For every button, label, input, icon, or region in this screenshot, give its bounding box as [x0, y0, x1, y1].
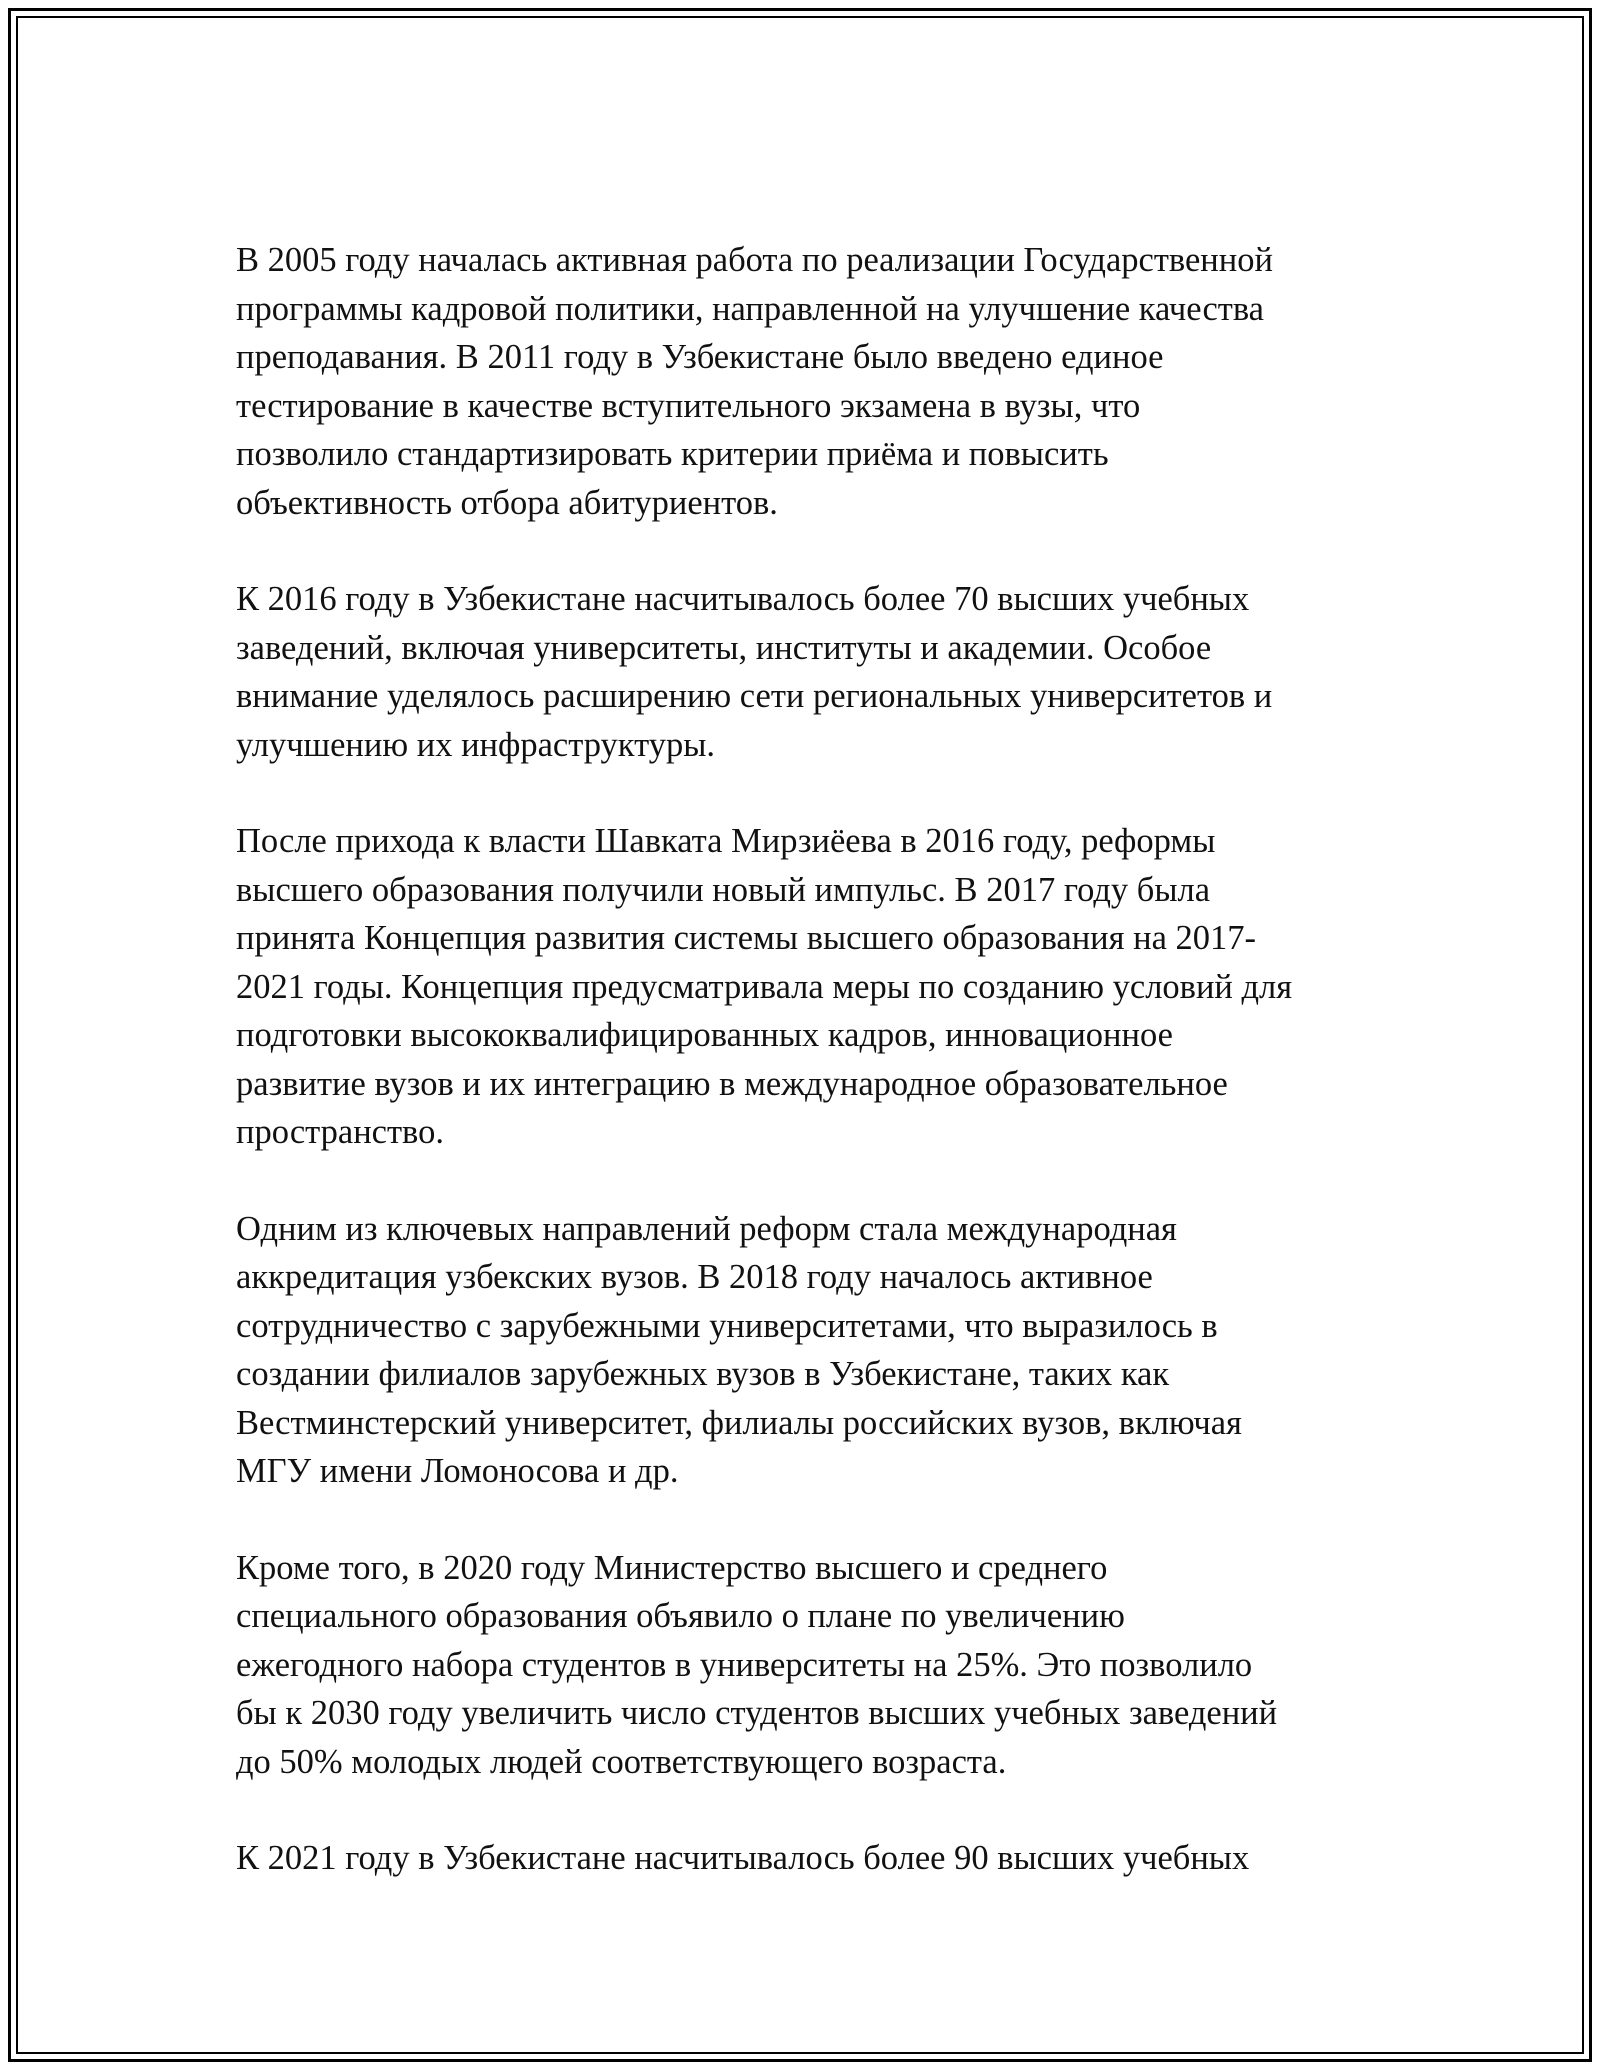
text-line: специального образования объявило о плане по увеличению — [236, 1597, 1125, 1635]
text-line: После прихода к власти Шавката Мирзиёева в 2016 году, реформы — [236, 822, 1216, 860]
paragraph-2 — [236, 575, 1366, 769]
text-line: принята Концепция развития системы высшего образования на 2017- — [236, 919, 1257, 957]
text-line: бы к 2030 году увеличить число студентов высших учебных заведений — [236, 1694, 1278, 1732]
text-line: заведений, включая университеты, институты и академии. Особое — [236, 628, 1212, 667]
text-line: Одним из ключевых направлений реформ стала международная — [236, 1209, 1177, 1248]
text-line: 2021 годы. Концепция предусматривала меры по созданию условий для — [236, 967, 1293, 1006]
text-line: Кроме того, в 2020 году Министерство высшего и среднего — [236, 1548, 1108, 1587]
text-line: К 2016 году в Узбекистане насчитывалось более 70 высших учебных — [236, 580, 1250, 618]
paragraph-5 — [236, 1544, 1366, 1787]
text-line: позволило стандартизировать критерии приёма и повысить — [236, 435, 1109, 473]
text-line: создании филиалов зарубежных вузов в Узбекистане, таких как — [236, 1355, 1170, 1393]
paragraph-6 — [236, 1834, 1366, 1883]
text-line: ежегодного набора студентов в университеты на 25%. Это позволило — [236, 1645, 1253, 1684]
text-line: улучшению их инфраструктуры. — [236, 725, 716, 764]
text-line: развитие вузов и их интеграцию в международное образовательное — [236, 1064, 1228, 1103]
text-line: аккредитация узбекских вузов. В 2018 году началось активное — [236, 1258, 1153, 1296]
text-line: преподавания. В 2011 году в Узбекистане было введено единое — [236, 338, 1164, 376]
text-line: внимание уделялось расширению сети региональных университетов и — [236, 677, 1273, 715]
text-line: МГУ имени Ломоносова и др. — [236, 1452, 679, 1490]
text-line: тестирование в качестве вступительного экзамена в вузы, что — [236, 386, 1141, 425]
text-line: до 50% молодых людей соответствующего возраста. — [236, 1742, 1007, 1781]
document-body — [236, 236, 1366, 1931]
text-line: программы кадровой политики, направленной на улучшение качества — [236, 289, 1264, 328]
text-line: К 2021 году в Узбекистане насчитывалось более 90 высших учебных — [236, 1839, 1250, 1877]
text-line: пространство. — [236, 1113, 444, 1151]
paragraph-3 — [236, 817, 1366, 1157]
text-line: объективность отбора абитуриентов. — [236, 483, 778, 522]
paragraph-4 — [236, 1205, 1366, 1496]
text-line: сотрудничество с зарубежными университетами, что выразилось в — [236, 1306, 1218, 1345]
text-line: высшего образования получили новый импульс. В 2017 году была — [236, 870, 1211, 909]
paragraph-1 — [236, 236, 1366, 527]
text-line: В 2005 году началась активная работа по реализации Государственной — [236, 241, 1273, 279]
text-line: подготовки высококвалифицированных кадров, инновационное — [236, 1016, 1173, 1054]
text-line: Вестминстерский университет, филиалы российских вузов, включая — [236, 1403, 1242, 1442]
